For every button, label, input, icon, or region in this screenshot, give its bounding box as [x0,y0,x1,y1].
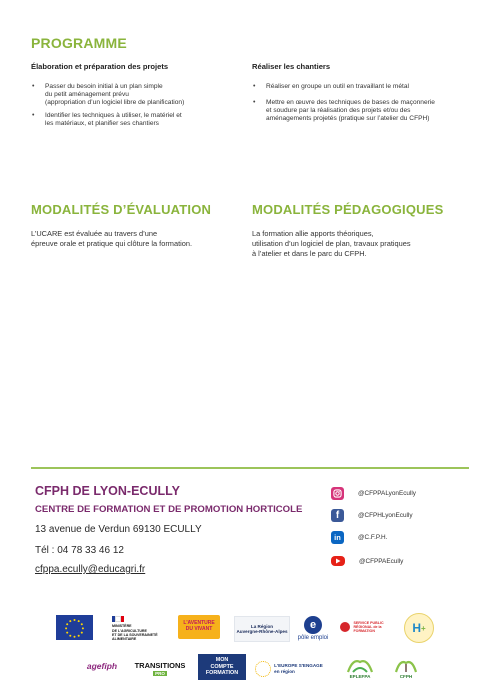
org-subtitle: CENTRE DE FORMATION ET DE PROMOTION HORTICOLE [35,504,303,515]
programme-col2-list [252,83,472,123]
mon-compte-formation-logo: MON COMPTE FORMATION [198,654,246,680]
programme-title: PROGRAMME [31,35,127,51]
programme-col2-title: Réaliser les chantiers [252,62,331,71]
ministere-logo [112,612,164,646]
list-item: • Réaliser en groupe un outil en travaillant le métal [252,83,472,91]
pedagogie-text: La formation allie apports théoriques, utilisation d’un logiciel de plan, travaux pratiques à l’atelier et dans le parc du CFPH. [252,229,411,258]
eu-flag-logo [56,615,93,640]
evaluation-title: MODALITÉS D’ÉVALUATION [31,202,212,217]
programme-col1-list [31,83,241,128]
europe-en-region-logo: L'EUROPE S'ENGAGE en région [254,656,324,682]
social-youtube[interactable] [331,554,403,568]
social-linkedin[interactable] [331,530,387,544]
facebook-handle: @CFPHLyonEcully [358,511,413,519]
programme-col-chantiers [252,62,472,128]
youtube-icon [331,556,345,566]
service-public-formation-logo: SERVICE PUBLIC RÉGIONAL de la FORMATION [338,614,386,640]
programme-col-planning [31,62,241,133]
pedagogie-title: MODALITÉS PÉDAGOGIQUES [252,202,444,217]
linkedin-icon: in [331,531,344,544]
aventure-du-vivant-logo: L'AVENTURE DU VIVANT [178,615,220,639]
cfph-logo: CFPH [388,652,424,682]
section-divider [31,467,469,469]
facebook-icon: f [331,509,344,522]
linkedin-handle: @C.F.P.H. [358,533,388,541]
org-name: CFPH DE LYON-ECULLY [35,484,180,498]
ministere-text: MINISTÈRE DE L'AGRICULTURE ET DE LA SOUVERAINETÉ ALIMENTAIRE [112,624,158,642]
instagram-icon [331,487,344,500]
region-logo: La Région Auvergne-Rhône-Alpes [234,616,290,642]
programme-col1-title: Élaboration et préparation des projets [31,62,169,71]
social-facebook[interactable] [331,508,413,522]
handicap-logo: H + [404,613,434,643]
email-link[interactable]: cfppa.ecully@educagri.fr [35,564,146,575]
list-item: • Passer du besoin initial à un plan simple du petit aménagement prévu (appropriation d’un logiciel libre de planification) [31,83,241,107]
list-item: • Identifier les techniques à utiliser, le matériel et les matériaux, et planifier ses chantiers [31,112,241,128]
address: 13 avenue de Verdun 69130 ECULLY [35,524,202,535]
youtube-handle: @CFPPAEcully [359,557,404,565]
social-instagram[interactable] [331,486,416,500]
agefiph-logo: agefiph [86,661,118,671]
evaluation-text: L’UCARE est évaluée au travers d’une épreuve orale et pratique qui clôture la formation. [31,229,193,248]
instagram-handle: @CFPPALyonEcully [358,489,416,497]
pole-emploi-logo: e pôle emploi [296,612,330,644]
list-item: • Mettre en œuvre des techniques de bases de maçonnerie et soudure par la réalisation des projets et/ou des aménagements projetés (pratique sur l’atelier du CFPH) [252,99,472,123]
transitions-pro-logo: TRANSITIONS PRO [134,660,186,676]
eplefpa-logo: EPLEFPA [340,652,380,682]
phone: Tél : 04 78 33 46 12 [35,545,124,556]
